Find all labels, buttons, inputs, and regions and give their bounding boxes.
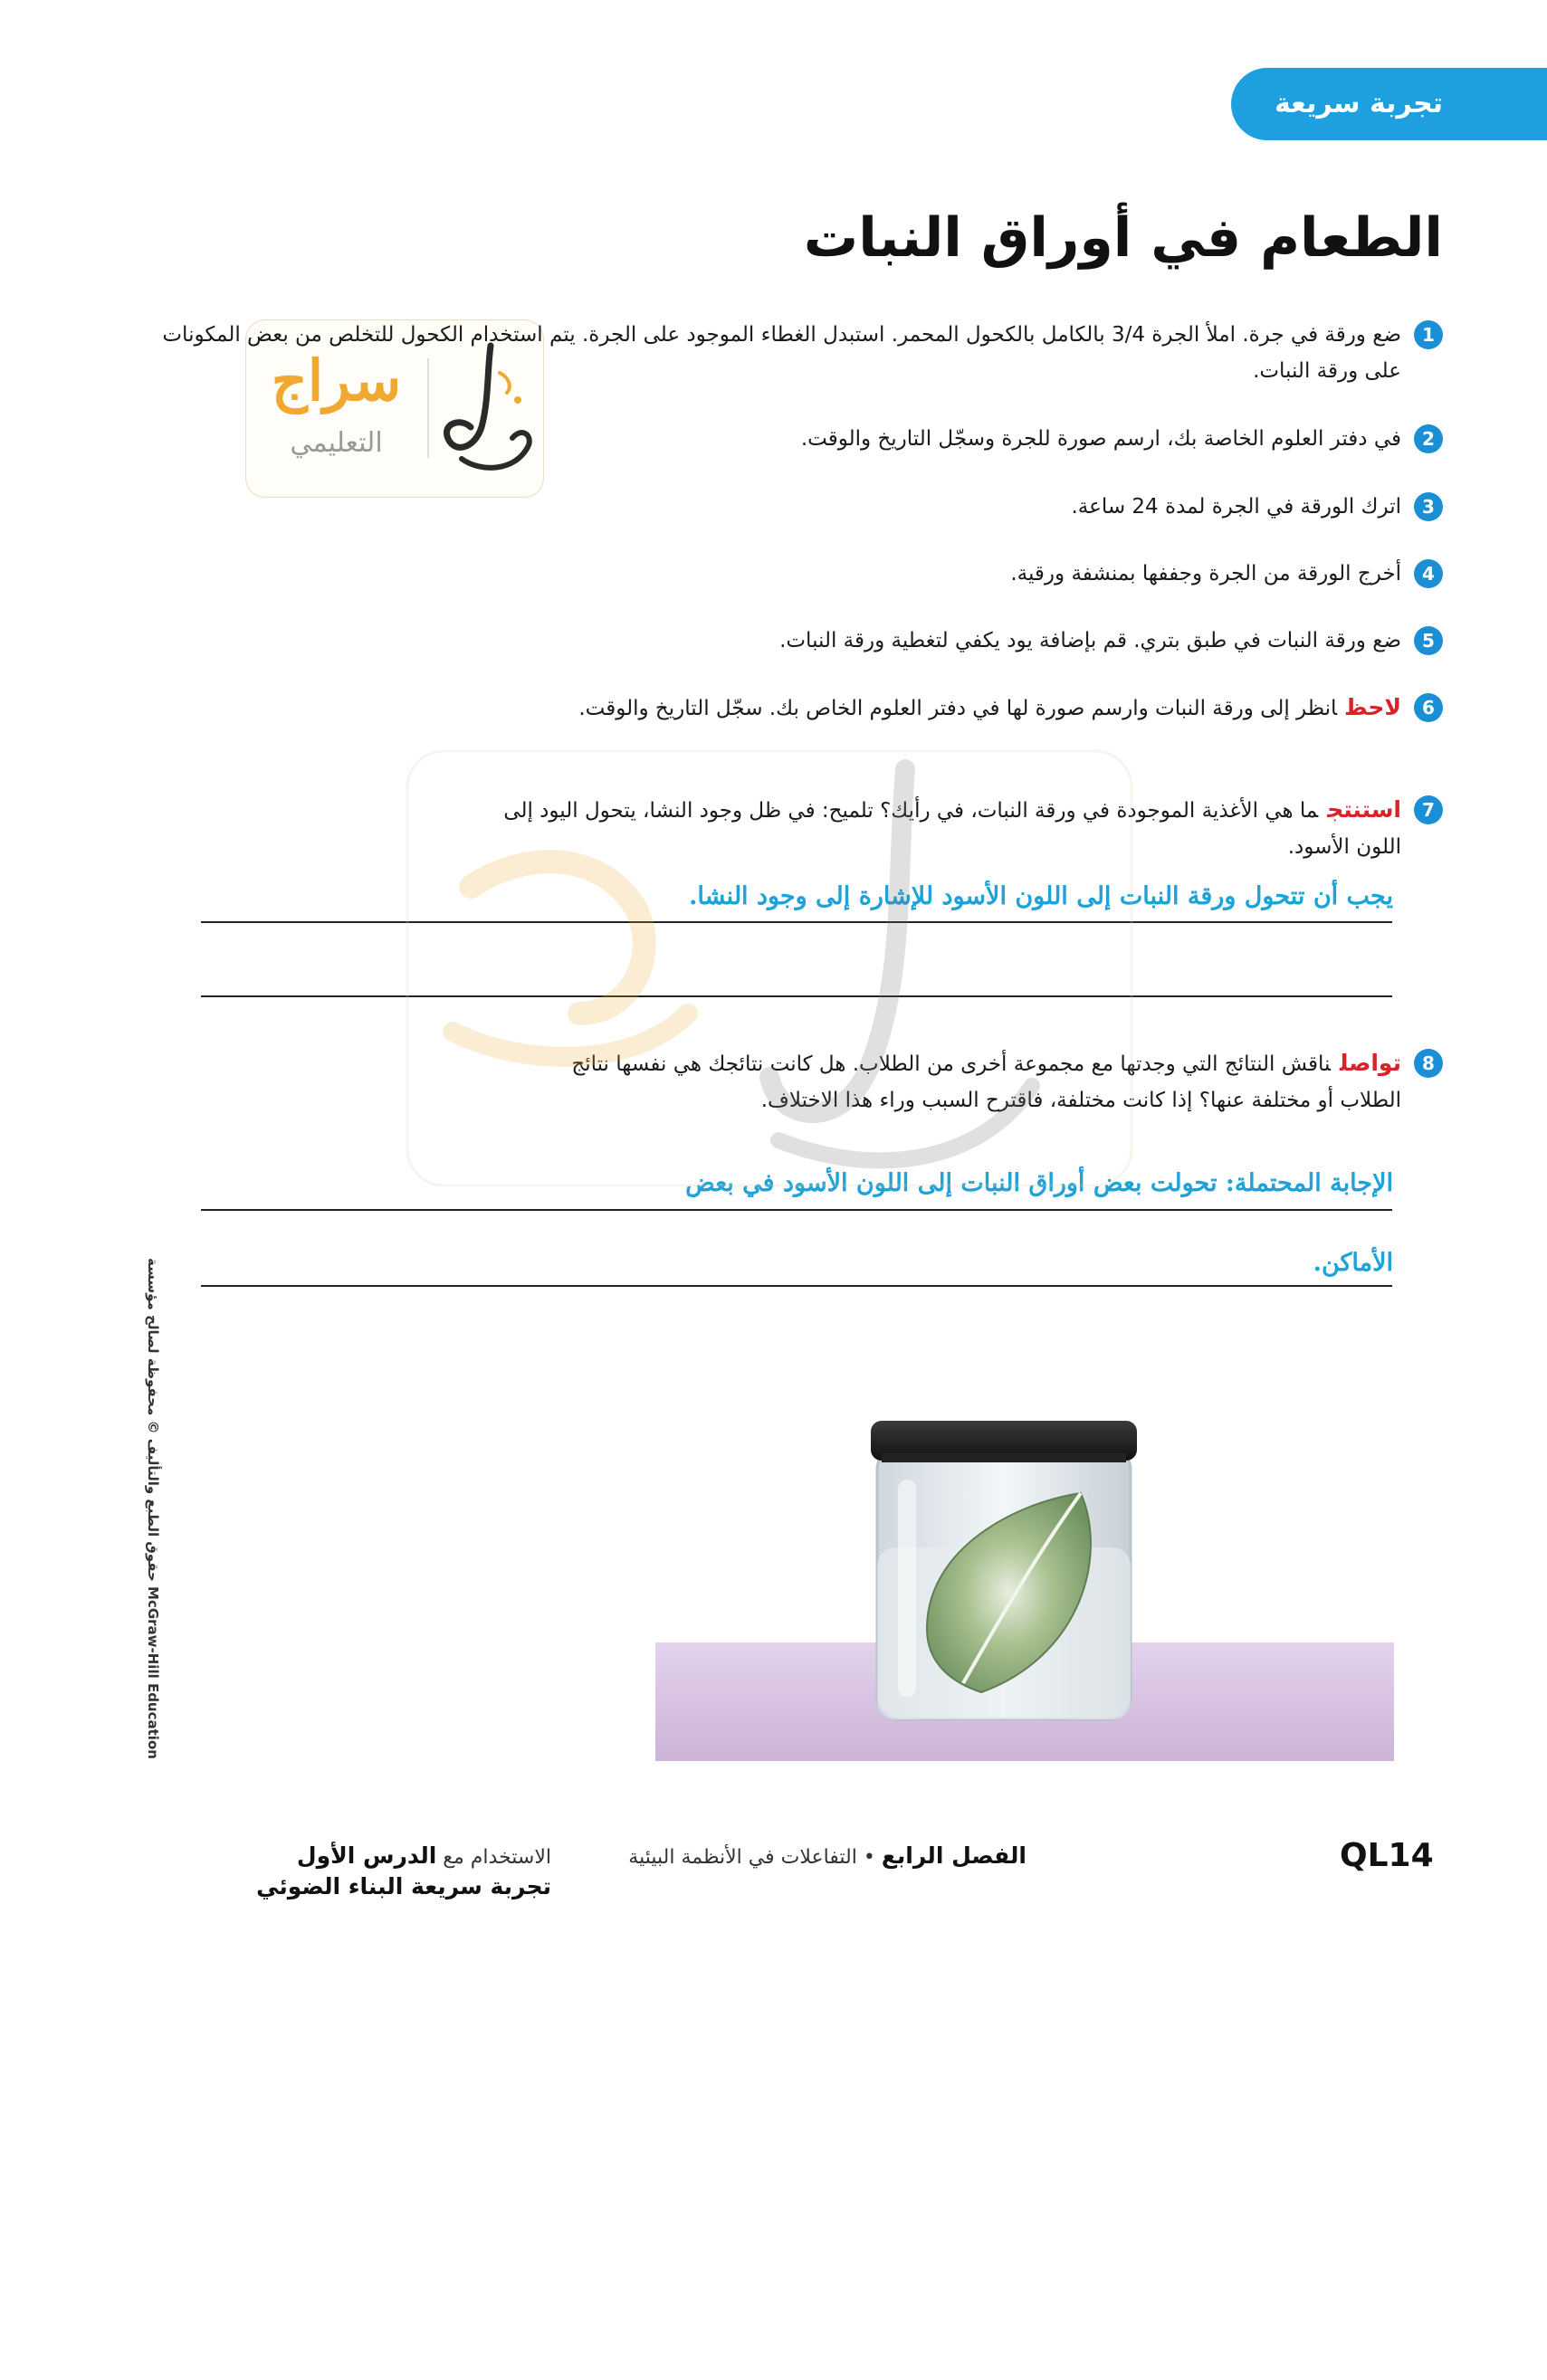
step-4 — [1010, 556, 1443, 592]
copyright-notice — [145, 1258, 188, 2380]
footer-chapter — [628, 1842, 1027, 1869]
step-text: اترك الورقة في الجرة لمدة 24 ساعة. — [1071, 495, 1401, 519]
step-keyword: تواصل — [1340, 1050, 1401, 1076]
answer-7: يجب أن تتحول ورقة النبات إلى اللون الأسود للإشارة إلى وجود النشا. — [688, 882, 1393, 910]
copyright-text: حقوق الطبع والتأليف © محفوظة لصالح مؤسسة McGraw-Hill Education — [145, 1258, 161, 1759]
logo-word: سراج — [271, 347, 402, 414]
page-title: الطعام في أوراق النبات — [803, 206, 1443, 270]
footer-use-with: الاستخدام مع — [443, 1846, 551, 1869]
step-number: 8 — [1414, 1049, 1443, 1078]
step-6 — [479, 690, 1443, 727]
step-text: انظر إلى ورقة النبات وارسم صورة لها في دفتر العلوم الخاص بك. سجّل التاريخ والوقت. — [578, 697, 1337, 720]
step-text: ضع ورقة النبات في طبق بتري. قم بإضافة يود يكفي لتغطية ورقة النبات. — [779, 629, 1401, 652]
section-tab — [1231, 68, 1547, 140]
footer-chapter-label: الفصل الرابع — [881, 1842, 1027, 1869]
step-keyword: لاحظ — [1346, 694, 1401, 720]
step-number: 2 — [1414, 424, 1443, 453]
step-1 — [155, 317, 1443, 389]
step-number: 3 — [1414, 492, 1443, 521]
step-2 — [801, 421, 1443, 457]
step-text: ما هي الأغذية الموجودة في ورقة النبات، في رأيك؟ تلميح: في ظل وجود النشا، يتحول اليود إلى اللون الأسود. — [503, 799, 1401, 859]
step-text: في دفتر العلوم الخاصة بك، ارسم صورة للجرة وسجّل التاريخ والوقت. — [800, 427, 1401, 451]
answer-line — [201, 1209, 1392, 1211]
step-text: ناقش النتائج التي وجدتها مع مجموعة أخرى من الطلاب. هل كانت نتائجك هي نفسها نتائج الطلاب أو مختلفة عنها؟ إذا كانت مختلفة، فاقترح السبب وراء هذا الاختلاف. — [571, 1052, 1401, 1112]
jar-leaf-photo — [655, 1394, 1394, 1761]
footer-lesson-name: الدرس الأول — [296, 1842, 437, 1869]
answer-line — [201, 1285, 1392, 1287]
step-3 — [1071, 489, 1443, 525]
section-tab-label: تجربة سريعة — [1274, 88, 1443, 119]
step-number: 5 — [1414, 626, 1443, 655]
page-number: QL14 — [1340, 1837, 1434, 1874]
watermark-logo — [398, 742, 1141, 1195]
step-number: 1 — [1414, 320, 1443, 349]
answer-8-line2: الأماكن. — [1313, 1249, 1393, 1277]
footer-subtitle: تجربة سريعة البناء الضوئي — [256, 1873, 551, 1899]
logo-subtitle: التعليمي — [290, 427, 383, 459]
step-5 — [779, 623, 1443, 659]
step-number: 7 — [1414, 795, 1443, 824]
footer-chapter-name: • التفاعلات في الأنظمة البيئية — [628, 1846, 875, 1869]
step-number: 6 — [1414, 693, 1443, 722]
step-keyword: استنتج — [1327, 796, 1401, 823]
step-number: 4 — [1414, 559, 1443, 588]
step-text: أخرج الورقة من الجرة وجففها بمنشفة ورقية. — [1010, 562, 1401, 585]
footer-lesson — [297, 1842, 551, 1869]
step-text: ضع ورقة في جرة. املأ الجرة 3/4 بالكامل بالكحول المحمر. استبدل الغطاء الموجود على الجرة. يتم استخدام الكحول للتخلص من بعض المكونات على ورقة النبات. — [162, 323, 1401, 383]
answer-8-line1: الإجابة المحتملة: تحولت بعض أوراق النبات إلى اللون الأسود في بعض — [685, 1169, 1393, 1197]
